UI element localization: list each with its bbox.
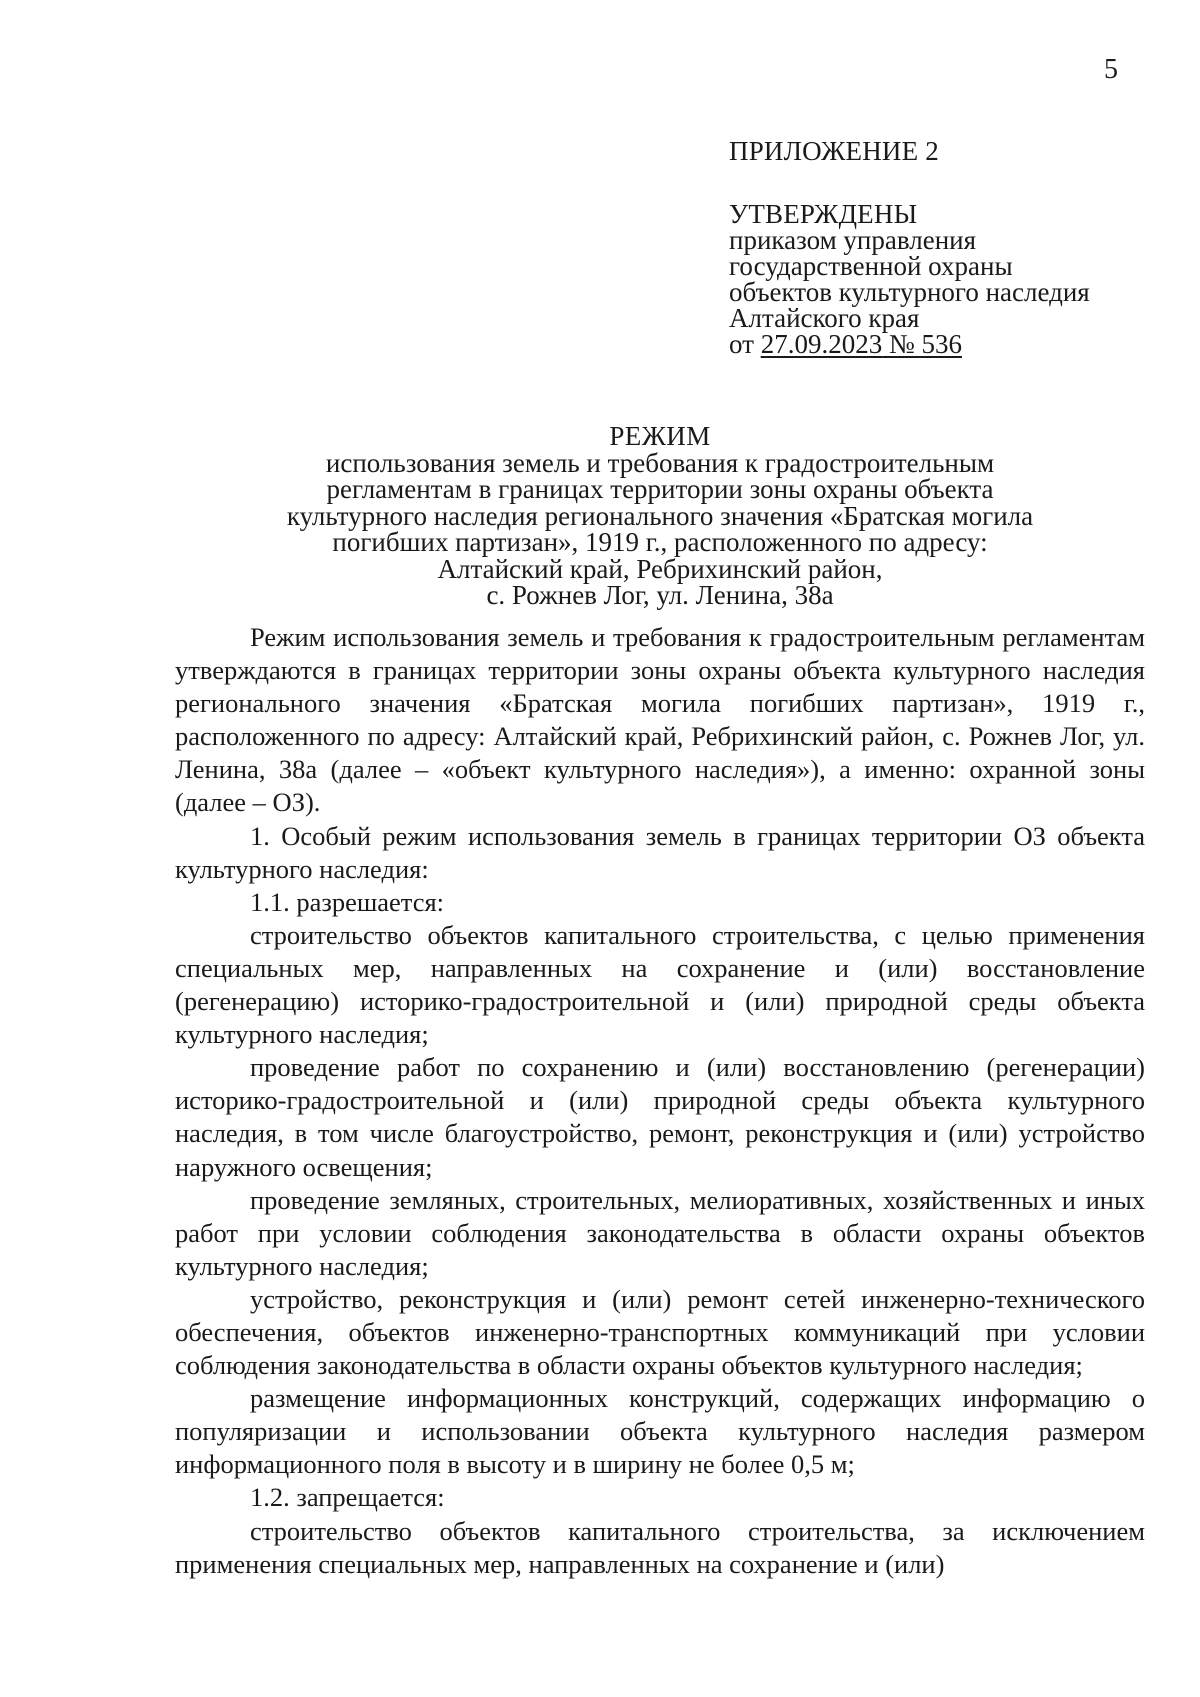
number-prefix: № (882, 329, 922, 359)
appendix-title: ПРИЛОЖЕНИЕ 2 (729, 136, 939, 166)
body-paragraph: устройство, реконструкция и (или) ремонт сетей инженерно-технического обеспечения, объектов инженерно-транспортных коммуникаций при условии соблюдения законодательства в области охраны объектов культурного наследия; (175, 1283, 1145, 1381)
regime-subtitle-line: использования земель и требования к градостроительным (325, 447, 995, 478)
regime-subtitle-line: культурного наследия регионального значения «Братская могила (286, 500, 1034, 531)
regime-subtitle-line: регламентам в границах территории зоны охраны объекта (326, 474, 994, 504)
page-number: 5 (1104, 54, 1118, 85)
order-number: 536 (921, 329, 962, 359)
body-paragraph: 1. Особый режим использования земель в границах территории ОЗ объекта культурного наследия: (175, 820, 1145, 884)
approved-line: приказом управления (729, 225, 977, 255)
body-paragraph: строительство объектов капитального строительства, с целью применения специальных мер, направленных на сохранение и (или) восстановление (регенерацию) историко-градостроительной и (или) природной среды объекта культурного наследия; (175, 919, 1145, 1050)
body-paragraph: проведение работ по сохранению и (или) восстановлению (регенерации) историко-градостроительной и (или) природной среды объекта культурного наследия, в том числе благоустройство, ремонт, реконструкция и (или) устройство наружного освещения; (175, 1052, 1145, 1182)
regime-subtitle-line: погибших партизан», 1919 г., расположенного по адресу: (332, 527, 988, 557)
approval-date-line (729, 331, 1169, 357)
regime-title: РЕЖИМ (609, 421, 711, 451)
approved-line: Алтайского края (729, 303, 920, 333)
approved-line: объектов культурного наследия (729, 277, 1090, 307)
regime-subtitle-line: Алтайский край, Ребрихинский район, (437, 553, 883, 584)
approval-date: 27.09.2023 (760, 329, 883, 359)
body-paragraph: строительство объектов капитального строительства, за исключением применения специальных мер, направленных на сохранение и (или) (175, 1515, 1145, 1579)
date-prefix: от (729, 329, 761, 359)
regime-subtitle-line: с. Рожнев Лог, ул. Ленина, 38а (486, 580, 834, 610)
body-paragraph: размещение информационных конструкций, содержащих информацию о популяризации и использовании объекта культурного наследия размером информационного поля в высоту и в ширину не более 0,5 м; (175, 1383, 1145, 1480)
body-paragraph: Режим использования земель и требования к градостроительным регламентам утверждаются в границах территории зоны охраны объекта культурного наследия регионального значения «Братская могила погибших партизан», 1919 г., расположенного по адресу: Алтайский край, Ребрихинский район, с. Рожнев Лог, ул. Ленина, 38а (далее – «объект культурного наследия»), а именно: охранной зоны (далее – ОЗ). (175, 622, 1145, 818)
approved-title: УТВЕРЖДЕНЫ (729, 199, 918, 229)
body-paragraph: проведение земляных, строительных, мелиоративных, хозяйственных и иных работ при условии соблюдения законодательства в области охраны объектов культурного наследия; (175, 1184, 1145, 1281)
body-paragraph: 1.2. запрещается: (250, 1482, 445, 1513)
document-body (175, 621, 1145, 1581)
regime-heading (160, 423, 1160, 609)
body-paragraph: 1.1. разрешается: (250, 886, 445, 917)
approved-line: государственной охраны (729, 251, 1013, 281)
appendix-header (729, 138, 1169, 357)
